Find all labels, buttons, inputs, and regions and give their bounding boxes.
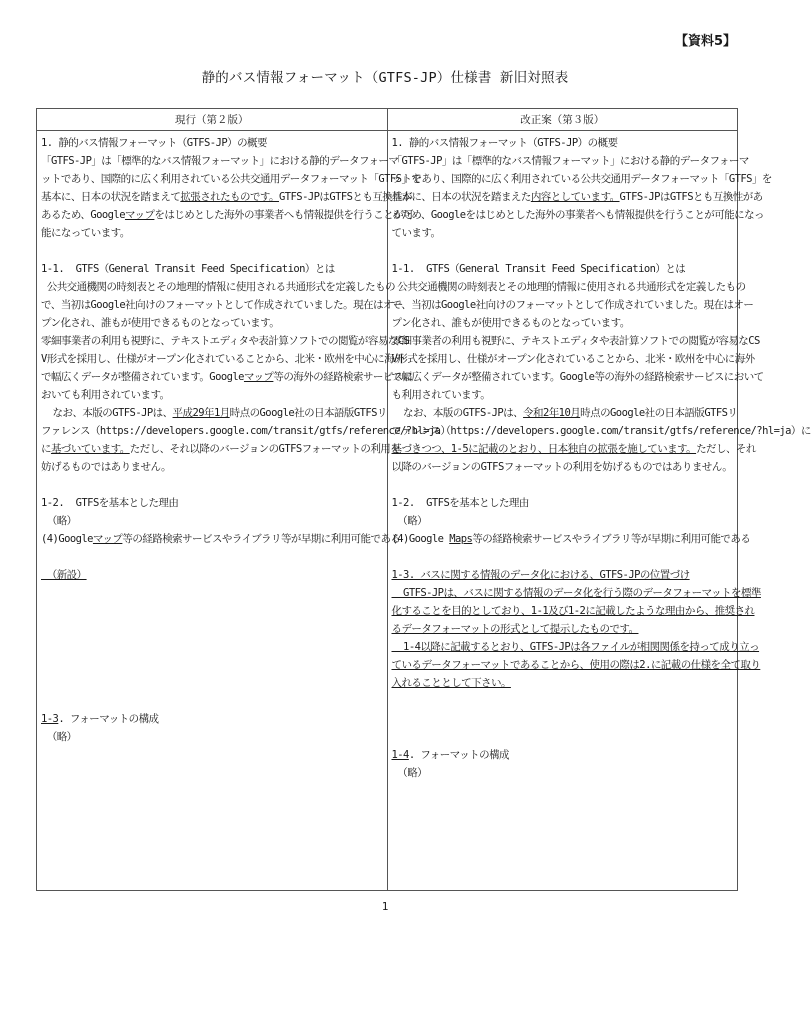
text-segment: 「GTFS-JP」は「標準的なバス情報フォーマット」における静的データフォーマ bbox=[41, 155, 399, 167]
document-title: 静的バス情報フォーマット（GTFS-JP）仕様書 新旧対照表 bbox=[201, 70, 569, 86]
text-segment: GTFS-JPはGTFSとも互換性があ bbox=[619, 191, 763, 203]
section-gtfs-definition bbox=[391, 260, 811, 476]
text-segment: で、当初はGoogle社向けのフォーマットとして作成されていました。現在はオー bbox=[391, 299, 754, 311]
text-line bbox=[41, 134, 383, 152]
document-label: 【資料5】 bbox=[674, 34, 736, 49]
text-segment: なお、本版のGTFS-JPは、 bbox=[41, 407, 173, 419]
section-gtfs-reason bbox=[391, 494, 751, 548]
text-line bbox=[391, 530, 751, 548]
text-line bbox=[41, 512, 383, 530]
revised-text: マップ bbox=[243, 371, 274, 383]
text-segment: なお、本版のGTFS-JPは、 bbox=[391, 407, 524, 419]
text-segment: （略） bbox=[41, 515, 77, 527]
text-segment: 等の経路検索サービスやライブラリ等が早期に利用可能である bbox=[472, 533, 751, 545]
revised-text: 基づいています。 bbox=[50, 443, 130, 455]
text-line bbox=[41, 332, 410, 350]
text-line bbox=[392, 314, 734, 332]
section-gtfs-reason bbox=[41, 494, 401, 548]
revised-text: 1-4 bbox=[391, 749, 409, 761]
text-line bbox=[41, 566, 383, 584]
text-line bbox=[41, 368, 413, 386]
text-line bbox=[41, 224, 383, 242]
text-line bbox=[391, 638, 760, 656]
revised-text: マップ bbox=[124, 209, 155, 221]
blank-space bbox=[392, 692, 734, 746]
section-positioning bbox=[391, 566, 761, 692]
text-segment: 妨げるものではありません。 bbox=[41, 461, 171, 473]
text-line bbox=[392, 458, 734, 476]
text-line bbox=[391, 170, 772, 188]
revised-text: 拡張されたものです。 bbox=[180, 191, 279, 203]
text-line bbox=[391, 350, 755, 368]
text-segment: に bbox=[41, 443, 51, 455]
text-line bbox=[392, 260, 734, 278]
text-line bbox=[391, 296, 754, 314]
text-segment: 公共交通機関の時刻表とその地理的情報に使用される共通形式を定義したもの bbox=[391, 281, 746, 293]
text-line bbox=[41, 458, 383, 476]
text-line bbox=[391, 278, 746, 296]
text-segment: るため、Googleをはじめとした海外の事業者へも情報提供を行うことが可能になっ bbox=[391, 209, 765, 221]
text-segment: 零細事業者の利用も視野に、テキストエディタや表計算ソフトでの閲覧が容易なCS bbox=[391, 335, 760, 347]
comparison-table bbox=[36, 108, 811, 891]
text-segment: (4)Google bbox=[391, 533, 450, 545]
text-segment: （略） bbox=[391, 767, 428, 779]
text-line bbox=[41, 494, 383, 512]
section-format-structure bbox=[41, 710, 383, 746]
text-segment: 時点のGoogle社の日本語版GTFSリ bbox=[229, 407, 387, 419]
text-segment: ています。 bbox=[391, 227, 441, 239]
text-line bbox=[391, 656, 761, 674]
page-number: 1 bbox=[381, 900, 389, 913]
text-line bbox=[391, 206, 765, 224]
text-line bbox=[41, 188, 413, 206]
text-segment: ットであり、国際的に広く利用されている公共交通用データフォーマット「GTFS」を bbox=[391, 173, 772, 185]
text-segment: . フォーマットの構成 bbox=[58, 713, 159, 725]
text-line bbox=[391, 332, 760, 350]
text-line bbox=[392, 494, 734, 512]
text-line bbox=[41, 530, 401, 548]
text-segment: （略） bbox=[391, 515, 428, 527]
text-segment: （略） bbox=[41, 731, 77, 743]
text-line bbox=[41, 386, 383, 404]
text-line bbox=[41, 170, 422, 188]
text-line bbox=[41, 152, 399, 170]
text-segment: ファレンス（https://developers.google.com/transit/gtfs/reference/?hl=ja） bbox=[41, 425, 451, 437]
text-line bbox=[392, 566, 734, 584]
text-line bbox=[392, 512, 734, 530]
text-line bbox=[391, 440, 756, 458]
text-segment: ただし、それ以降のバージョンのGTFSフォーマットの利用を bbox=[129, 443, 401, 455]
blank-space bbox=[41, 584, 383, 638]
text-line bbox=[391, 584, 761, 602]
text-segment: 基本に、日本の状況を踏まえた bbox=[391, 191, 531, 203]
revised-text: 令和2年10月 bbox=[523, 407, 581, 419]
text-line bbox=[41, 710, 383, 728]
text-line bbox=[41, 728, 383, 746]
text-segment: も利用されています。 bbox=[391, 389, 491, 401]
text-segment: あるため、Google bbox=[41, 209, 125, 221]
text-line bbox=[41, 314, 383, 332]
revised-text: 化することを目的としており、1-1及び1-2に記載したような理由から、推奨され bbox=[391, 605, 755, 617]
text-line bbox=[41, 296, 403, 314]
text-segment: 1-2. GTFSを基本とした理由 bbox=[41, 497, 179, 509]
revised-text: 内容としています。 bbox=[530, 191, 620, 203]
text-line bbox=[41, 422, 451, 440]
text-segment: ットであり、国際的に広く利用されている公共交通用データフォーマット「GTFS」を bbox=[41, 173, 422, 185]
text-line bbox=[391, 188, 763, 206]
text-segment: 基本に、日本の状況を踏まえて bbox=[41, 191, 181, 203]
text-line bbox=[391, 368, 764, 386]
text-line bbox=[392, 386, 734, 404]
text-line bbox=[392, 620, 734, 638]
text-line bbox=[391, 152, 749, 170]
text-segment: ファレンス（https://developers.google.com/transit/gtfs/reference/?hl=ja）に bbox=[391, 425, 811, 437]
text-line bbox=[41, 404, 387, 422]
text-segment: をはじめとした海外の事業者へも情報提供を行うことが可 bbox=[154, 209, 414, 221]
text-segment: おいても利用されています。 bbox=[41, 389, 170, 401]
text-line bbox=[41, 440, 401, 458]
text-segment: 等の経路検索サービスやライブラリ等が早期に利用可能である bbox=[122, 533, 401, 545]
text-segment: 1-1. GTFS（General Transit Feed Specification）とは bbox=[41, 263, 335, 275]
text-segment: 能になっています。 bbox=[41, 227, 130, 239]
revised-text: 基づきつつ、1-5に記載のとおり、日本独自の拡張を施しています。 bbox=[391, 443, 697, 455]
text-segment: 1-1. GTFS（General Transit Feed Specification）とは bbox=[391, 263, 686, 275]
table-header-row bbox=[37, 109, 738, 131]
text-segment: 1. 静的バス情報フォーマット（GTFS-JP）の概要 bbox=[41, 137, 267, 149]
text-segment: V形式を採用し、仕様がオープン化されていることから、北米・欧州を中心に海外 bbox=[41, 353, 405, 365]
text-line bbox=[41, 350, 405, 368]
revised-text: 1-3. バスに関する情報のデータ化における、GTFS-JPの位置づけ bbox=[391, 569, 690, 581]
text-segment: で幅広くデータが整備されています。Google bbox=[41, 371, 244, 383]
text-segment: 公共交通機関の時刻表とその地理的情報に使用される共通形式を定義したもの bbox=[41, 281, 396, 293]
revised-text: 平成29年1月 bbox=[172, 407, 230, 419]
text-segment: 以降のバージョンのGTFSフォーマットの利用を妨げるものではありません。 bbox=[391, 461, 733, 473]
table-body-row bbox=[37, 131, 738, 891]
blank-space bbox=[41, 692, 383, 710]
text-line bbox=[392, 224, 734, 242]
text-segment: プン化され、誰もが使用できるものとなっています。 bbox=[391, 317, 630, 329]
text-line bbox=[392, 134, 734, 152]
text-segment: ただし、それ bbox=[696, 443, 756, 455]
text-segment: で幅広くデータが整備されています。Google等の海外の経路検索サービスにおいて bbox=[391, 371, 764, 383]
section-overview bbox=[41, 134, 422, 242]
section-overview bbox=[391, 134, 772, 242]
text-segment: 1-2. GTFSを基本とした理由 bbox=[391, 497, 529, 509]
section-gtfs-definition bbox=[41, 260, 451, 476]
text-segment: 時点のGoogle社の日本語版GTFSリ bbox=[580, 407, 738, 419]
text-line bbox=[41, 278, 396, 296]
section-new-addition bbox=[41, 566, 383, 584]
column-header-current: 現行（第２版） bbox=[37, 109, 388, 131]
text-segment: GTFS-JPはGTFSとも互換性が bbox=[278, 191, 413, 203]
text-segment: で、当初はGoogle社向けのフォーマットとして作成されていました。現在はオー bbox=[41, 299, 403, 311]
text-segment: 等の海外の経路検索サービスに bbox=[273, 371, 413, 383]
text-line bbox=[41, 260, 383, 278]
revised-text: ているデータフォーマットであることから、使用の際は2.に記載の仕様を全て取り bbox=[391, 659, 761, 671]
text-line bbox=[391, 422, 811, 440]
text-segment: 「GTFS-JP」は「標準的なバス情報フォーマット」における静的データフォーマ bbox=[391, 155, 749, 167]
text-segment: 1. 静的バス情報フォーマット（GTFS-JP）の概要 bbox=[391, 137, 618, 149]
text-segment: . フォーマットの構成 bbox=[408, 749, 509, 761]
revised-text: 1-3 bbox=[41, 713, 59, 725]
section-format-structure bbox=[392, 746, 734, 782]
text-segment: (4)Google bbox=[41, 533, 93, 545]
revised-text: GTFS-JPは、バスに関する情報のデータ化を行う際のデータフォーマットを標準 bbox=[391, 587, 761, 599]
text-line bbox=[41, 206, 414, 224]
revised-text: （新設） bbox=[41, 569, 87, 581]
text-segment: プン化され、誰もが使用できるものとなっています。 bbox=[41, 317, 280, 329]
blank-space bbox=[41, 638, 383, 692]
text-line bbox=[391, 404, 738, 422]
revised-text: マップ bbox=[92, 533, 123, 545]
revised-text: 1-4以降に記載するとおり、GTFS-JPは各ファイルが相関関係を持って成り立っ bbox=[391, 641, 760, 653]
text-segment: 零細事業者の利用も視野に、テキストエディタや表計算ソフトでの閲覧が容易なCS bbox=[41, 335, 410, 347]
text-line bbox=[392, 764, 734, 782]
text-line bbox=[392, 746, 734, 764]
text-line bbox=[392, 674, 734, 692]
text-line bbox=[391, 602, 755, 620]
column-header-revised: 改正案（第３版） bbox=[387, 109, 738, 131]
revised-version-cell bbox=[387, 131, 811, 891]
revised-text: Maps bbox=[449, 533, 473, 545]
revised-text: るデータフォーマットの形式として提示したものです。 bbox=[391, 623, 639, 635]
text-segment: V形式を採用し、仕様がオープン化されていることから、北米・欧州を中心に海外 bbox=[391, 353, 755, 365]
revised-text: 入れることとして下さい。 bbox=[391, 677, 511, 689]
